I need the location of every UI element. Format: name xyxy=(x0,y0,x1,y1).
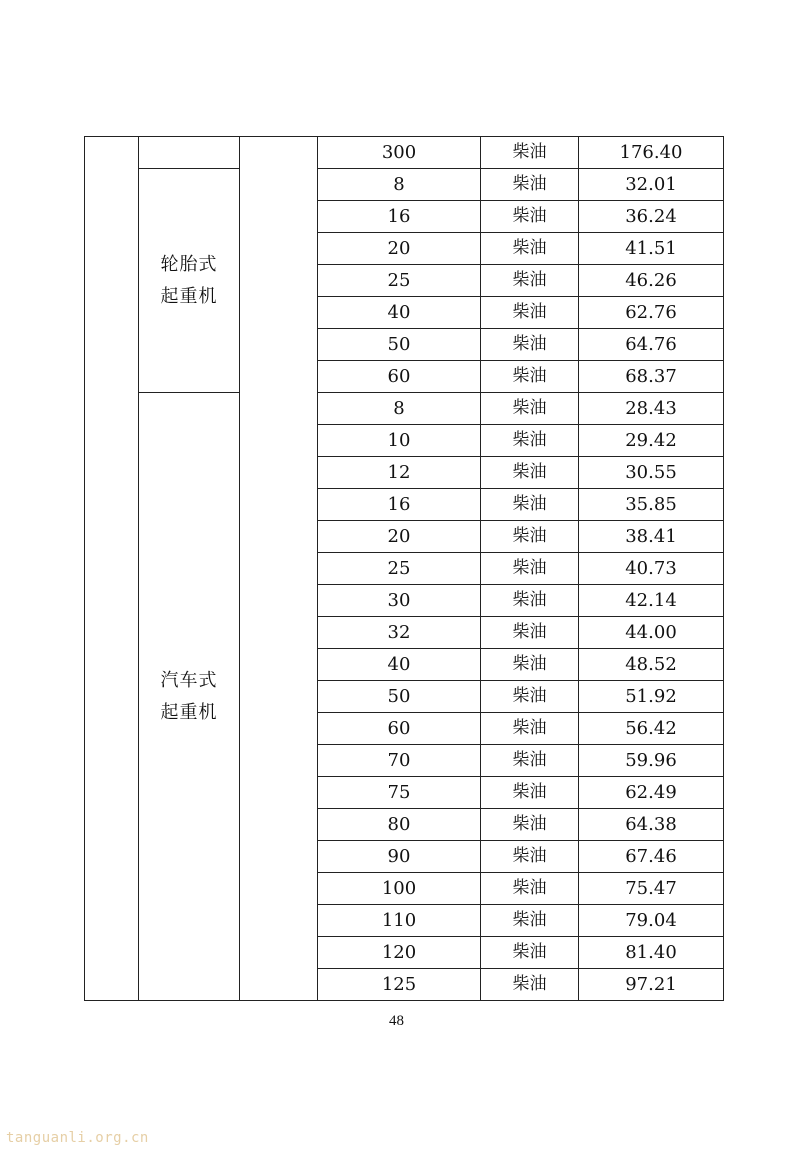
capacity-cell: 90 xyxy=(318,841,481,873)
capacity-cell: 125 xyxy=(318,969,481,1001)
category-cell xyxy=(139,169,240,393)
value-cell: 35.85 xyxy=(579,489,724,521)
capacity-cell: 60 xyxy=(318,713,481,745)
fuel-cell: 柴油 xyxy=(481,713,579,745)
table-row xyxy=(85,169,724,201)
value-cell: 81.40 xyxy=(579,937,724,969)
capacity-cell: 32 xyxy=(318,617,481,649)
fuel-cell: 柴油 xyxy=(481,201,579,233)
fuel-cell: 柴油 xyxy=(481,681,579,713)
fuel-cell: 柴油 xyxy=(481,841,579,873)
fuel-cell: 柴油 xyxy=(481,777,579,809)
fuel-cell: 柴油 xyxy=(481,329,579,361)
fuel-cell: 柴油 xyxy=(481,457,579,489)
value-cell: 48.52 xyxy=(579,649,724,681)
value-cell: 176.40 xyxy=(579,137,724,169)
value-cell: 97.21 xyxy=(579,969,724,1001)
value-cell: 67.46 xyxy=(579,841,724,873)
fuel-cell: 柴油 xyxy=(481,297,579,329)
category-label-line2: 起重机 xyxy=(160,285,218,307)
capacity-cell: 300 xyxy=(318,137,481,169)
capacity-cell: 120 xyxy=(318,937,481,969)
fuel-cell: 柴油 xyxy=(481,553,579,585)
fuel-cell: 柴油 xyxy=(481,585,579,617)
category-label-line1: 轮胎式 xyxy=(160,253,218,275)
capacity-cell: 16 xyxy=(318,201,481,233)
capacity-cell: 75 xyxy=(318,777,481,809)
value-cell: 59.96 xyxy=(579,745,724,777)
category-label-line2: 起重机 xyxy=(160,701,218,723)
value-cell: 56.42 xyxy=(579,713,724,745)
fuel-cell: 柴油 xyxy=(481,521,579,553)
fuel-cell: 柴油 xyxy=(481,361,579,393)
blank-group-cell xyxy=(85,137,139,1001)
capacity-cell: 20 xyxy=(318,233,481,265)
capacity-cell: 25 xyxy=(318,265,481,297)
capacity-cell: 110 xyxy=(318,905,481,937)
category-cell xyxy=(139,393,240,1001)
table-body xyxy=(85,137,724,1001)
value-cell: 46.26 xyxy=(579,265,724,297)
value-cell: 44.00 xyxy=(579,617,724,649)
value-cell: 30.55 xyxy=(579,457,724,489)
fuel-cell: 柴油 xyxy=(481,425,579,457)
value-cell: 68.37 xyxy=(579,361,724,393)
fuel-cell: 柴油 xyxy=(481,649,579,681)
fuel-cell: 柴油 xyxy=(481,937,579,969)
fuel-cell: 柴油 xyxy=(481,809,579,841)
capacity-cell: 50 xyxy=(318,681,481,713)
fuel-cell: 柴油 xyxy=(481,905,579,937)
value-cell: 64.38 xyxy=(579,809,724,841)
capacity-cell: 40 xyxy=(318,649,481,681)
blank-spec-cell xyxy=(240,137,318,1001)
page-number: 48 xyxy=(389,1013,404,1029)
capacity-cell: 30 xyxy=(318,585,481,617)
fuel-cell: 柴油 xyxy=(481,617,579,649)
capacity-cell: 12 xyxy=(318,457,481,489)
machinery-fuel-table xyxy=(84,136,724,1001)
category-cell xyxy=(139,137,240,169)
value-cell: 28.43 xyxy=(579,393,724,425)
fuel-cell: 柴油 xyxy=(481,745,579,777)
capacity-cell: 70 xyxy=(318,745,481,777)
watermark-text: tanguanli.org.cn xyxy=(6,1130,149,1146)
fuel-cell: 柴油 xyxy=(481,393,579,425)
value-cell: 62.49 xyxy=(579,777,724,809)
value-cell: 79.04 xyxy=(579,905,724,937)
capacity-cell: 8 xyxy=(318,393,481,425)
value-cell: 51.92 xyxy=(579,681,724,713)
value-cell: 62.76 xyxy=(579,297,724,329)
capacity-cell: 60 xyxy=(318,361,481,393)
fuel-cell: 柴油 xyxy=(481,969,579,1001)
table-row xyxy=(85,137,724,169)
fuel-cell: 柴油 xyxy=(481,265,579,297)
capacity-cell: 100 xyxy=(318,873,481,905)
capacity-cell: 50 xyxy=(318,329,481,361)
fuel-cell: 柴油 xyxy=(481,873,579,905)
fuel-cell: 柴油 xyxy=(481,233,579,265)
value-cell: 75.47 xyxy=(579,873,724,905)
value-cell: 42.14 xyxy=(579,585,724,617)
fuel-cell: 柴油 xyxy=(481,489,579,521)
table-row xyxy=(85,393,724,425)
fuel-cell: 柴油 xyxy=(481,137,579,169)
capacity-cell: 80 xyxy=(318,809,481,841)
capacity-cell: 10 xyxy=(318,425,481,457)
value-cell: 38.41 xyxy=(579,521,724,553)
value-cell: 29.42 xyxy=(579,425,724,457)
fuel-cell: 柴油 xyxy=(481,169,579,201)
capacity-cell: 8 xyxy=(318,169,481,201)
value-cell: 32.01 xyxy=(579,169,724,201)
value-cell: 36.24 xyxy=(579,201,724,233)
value-cell: 64.76 xyxy=(579,329,724,361)
value-cell: 40.73 xyxy=(579,553,724,585)
capacity-cell: 25 xyxy=(318,553,481,585)
capacity-cell: 16 xyxy=(318,489,481,521)
category-label-line1: 汽车式 xyxy=(160,669,218,691)
capacity-cell: 20 xyxy=(318,521,481,553)
capacity-cell: 40 xyxy=(318,297,481,329)
value-cell: 41.51 xyxy=(579,233,724,265)
